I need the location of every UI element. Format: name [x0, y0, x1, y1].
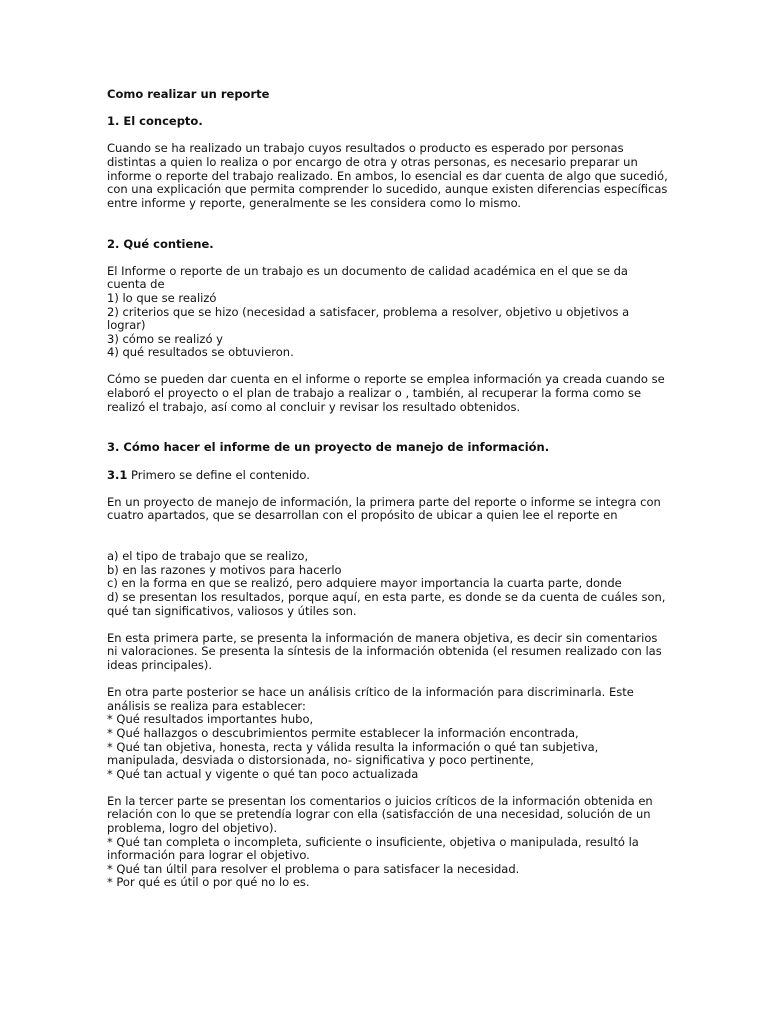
paragraph-line: con una explicación que permita comprender lo sucedido, aunque existen diferencias específicas	[107, 182, 668, 197]
bullet-item: * Qué tan últil para resolver el problema o para satisfacer la necesidad.	[107, 861, 520, 876]
section-3-list	[107, 550, 667, 618]
list-item: qué tan significativos, valiosos y útiles son.	[107, 603, 357, 618]
paragraph-line: En la tercer parte se presentan los comentarios o juicios críticos de la información obtenida en	[107, 793, 653, 808]
document-page	[107, 88, 667, 904]
section-1-paragraph	[107, 142, 667, 210]
section-3-1-heading	[107, 469, 667, 483]
paragraph-line: distintas a quien lo realiza o por encargo de otra y otras personas, es necesario preparar un	[107, 154, 638, 169]
paragraph-line: realizó el trabajo, así como al concluir y revisar los resultado obtenidos.	[107, 399, 521, 414]
heading-text: 3. Cómo hacer el informe de un proyecto de manejo de información.	[107, 440, 550, 455]
heading-text: 1. El concepto.	[107, 114, 203, 129]
paragraph-line: Cómo se pueden dar cuenta en el informe o reporte se emplea información ya creada cuando se	[107, 372, 665, 387]
heading-text: 2. Qué contiene.	[107, 236, 214, 251]
section-2-paragraph-1	[107, 265, 667, 360]
list-item: 1) lo que se realizó	[107, 290, 217, 305]
paragraph-line: entre informe y reporte, generalmente se les considera como lo mismo.	[107, 195, 522, 210]
subheading-text: Primero se define el contenido.	[127, 467, 310, 482]
paragraph-line: análisis se realiza para establecer:	[107, 698, 306, 713]
paragraph-line: En un proyecto de manejo de información, la primera parte del reporte o informe se integra con	[107, 494, 661, 509]
bullet-item: * Qué resultados importantes hubo,	[107, 712, 314, 727]
section-3-paragraph-1	[107, 496, 667, 523]
list-item: d) se presentan los resultados, porque aquí, en esta parte, es donde se da cuenta de cuáles son,	[107, 589, 666, 604]
paragraph-line: cuenta de	[107, 277, 165, 292]
section-1-heading	[107, 115, 667, 129]
bullet-item: * Qué tan actual y vigente o qué tan poco actualizada	[107, 766, 419, 781]
paragraph-line: problema, logro del objetivo).	[107, 821, 278, 836]
section-2-paragraph-2	[107, 373, 667, 414]
paragraph-line: ni valoraciones. Se presenta la síntesis de la información obtenida (el resumen realizado con las	[107, 644, 662, 659]
paragraph-line: relación con lo que se pretendía lograr con ella (satisfacción de una necesidad, solución de un	[107, 807, 651, 822]
list-item: 3) cómo se realizó y	[107, 331, 223, 346]
paragraph-line: Cuando se ha realizado un trabajo cuyos resultados o producto es esperado por personas	[107, 141, 624, 156]
subheading-number: 3.1	[107, 467, 128, 482]
list-item: 2) criterios que se hizo (necesidad a satisfacer, problema a resolver, objetivo u objetivos a	[107, 304, 630, 319]
section-3-paragraph-3	[107, 686, 667, 781]
paragraph-line: cuatro apartados, que se desarrollan con el propósito de ubicar a quien lee el reporte en	[107, 508, 618, 523]
bullet-item: * Qué tan completa o incompleta, suficiente o insuficiente, objetiva o manipulada, resultó la	[107, 834, 639, 849]
subheading-line	[107, 469, 667, 483]
paragraph-line: informe o reporte del trabajo realizado. En ambos, lo esencial es dar cuenta de algo que sucedió,	[107, 168, 668, 183]
paragraph-line: elaboró el proyecto o el plan de trabajo a realizar o , también, al recuperar la forma como se	[107, 386, 642, 401]
section-3-paragraph-4	[107, 795, 667, 890]
section-3-paragraph-2	[107, 632, 667, 673]
paragraph-line: En otra parte posterior se hace un análisis crítico de la información para discriminarla. Este	[107, 685, 634, 700]
title-text: Como realizar un reporte	[107, 87, 270, 101]
bullet-item: * Qué hallazgos o descubrimientos permite establecer la información encontrada,	[107, 725, 579, 740]
bullet-item: * Qué tan objetiva, honesta, recta y válida resulta la información o qué tan subjetiva,	[107, 739, 599, 754]
paragraph-line: manipulada, desviada o distorsionada, no- significativa y poco pertinente,	[107, 753, 534, 768]
list-item: c) en la forma en que se realizó, pero adquiere mayor importancia la cuarta parte, donde	[107, 576, 622, 591]
paragraph-line: En esta primera parte, se presenta la información de manera objetiva, es decir sin comentarios	[107, 630, 658, 645]
section-2-heading	[107, 238, 667, 252]
list-item: b) en las razones y motivos para hacerlo	[107, 562, 342, 577]
section-3-heading	[107, 441, 667, 455]
list-item: a) el tipo de trabajo que se realizo,	[107, 549, 309, 564]
list-item: lograr)	[107, 318, 146, 333]
bullet-item: * Por qué es útil o por qué no lo es.	[107, 875, 310, 890]
paragraph-line: información para lograr el objetivo.	[107, 848, 310, 863]
document-title	[107, 88, 667, 102]
list-item: 4) qué resultados se obtuvieron.	[107, 345, 294, 360]
paragraph-line: ideas principales).	[107, 657, 213, 672]
paragraph-line: El Informe o reporte de un trabajo es un documento de calidad académica en el que se da	[107, 263, 628, 278]
